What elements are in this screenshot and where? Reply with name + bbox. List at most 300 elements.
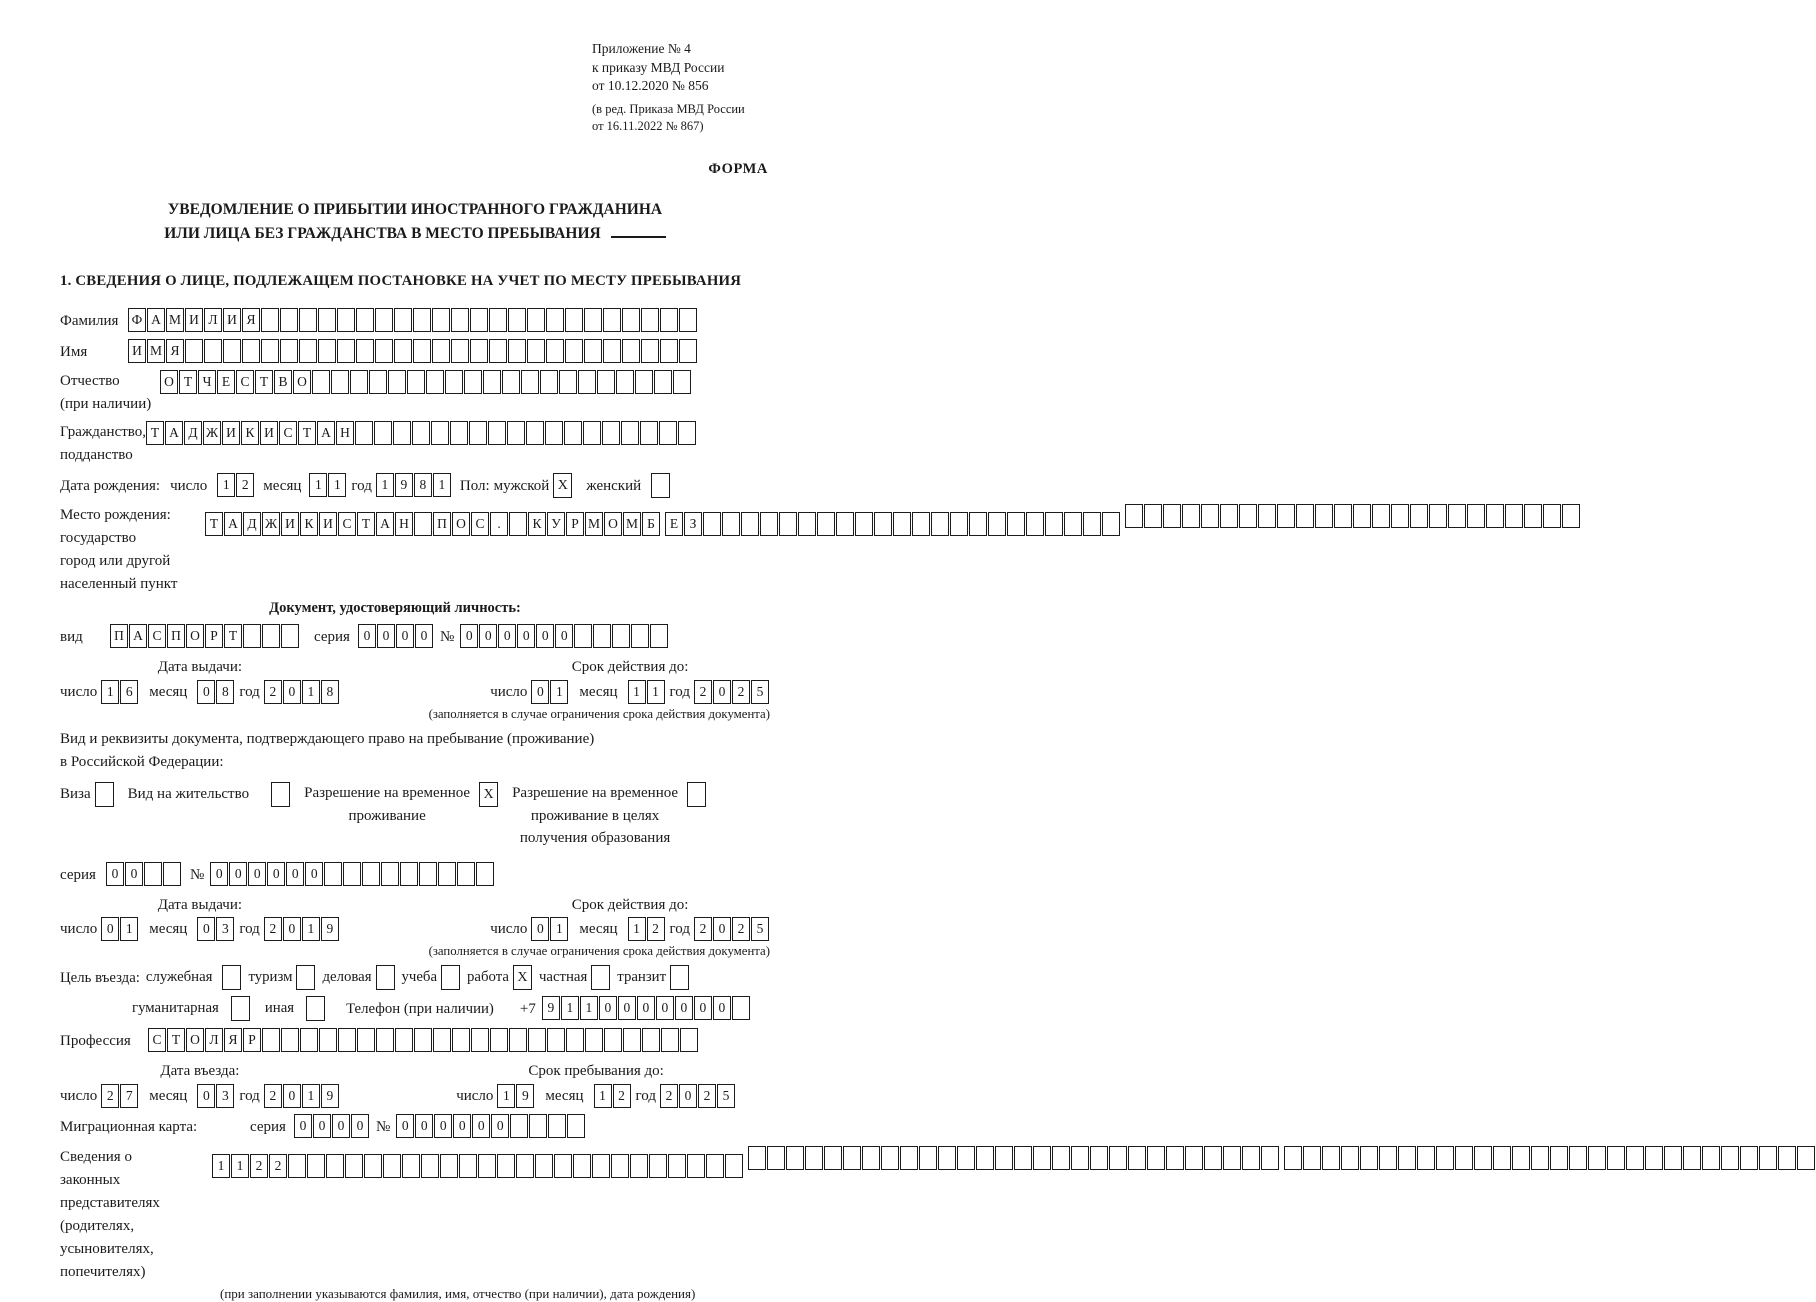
char-cell[interactable] xyxy=(407,370,425,394)
char-cell[interactable]: И xyxy=(128,339,146,363)
char-cell[interactable] xyxy=(318,308,336,332)
char-cell[interactable]: 1 xyxy=(628,680,646,704)
char-cell[interactable]: Ж xyxy=(262,512,280,536)
char-cell[interactable] xyxy=(1467,504,1485,528)
char-cell[interactable] xyxy=(338,1028,356,1052)
char-cell[interactable]: Т xyxy=(146,421,164,445)
char-cell[interactable] xyxy=(1626,1146,1644,1170)
char-cell[interactable] xyxy=(357,1028,375,1052)
char-cell[interactable]: 1 xyxy=(580,996,598,1020)
char-cell[interactable] xyxy=(668,1154,686,1178)
char-cell[interactable]: 9 xyxy=(321,917,339,941)
char-cell[interactable]: 8 xyxy=(321,680,339,704)
char-cell[interactable] xyxy=(641,308,659,332)
char-cell[interactable] xyxy=(510,1114,528,1138)
char-cell[interactable]: 3 xyxy=(216,1084,234,1108)
char-cell[interactable] xyxy=(1201,504,1219,528)
char-cell[interactable]: 0 xyxy=(101,917,119,941)
char-cell[interactable] xyxy=(703,512,721,536)
char-cell[interactable] xyxy=(489,339,507,363)
char-cell[interactable] xyxy=(337,308,355,332)
char-cell[interactable] xyxy=(1258,504,1276,528)
char-cell[interactable] xyxy=(426,370,444,394)
char-cell[interactable]: Н xyxy=(395,512,413,536)
char-cell[interactable] xyxy=(547,1028,565,1052)
char-cell[interactable] xyxy=(529,1114,547,1138)
char-cell[interactable] xyxy=(1277,504,1295,528)
char-cell[interactable]: 2 xyxy=(732,917,750,941)
char-cell[interactable] xyxy=(725,1154,743,1178)
char-cell[interactable] xyxy=(900,1146,918,1170)
char-cell[interactable]: С xyxy=(148,624,166,648)
char-cell[interactable] xyxy=(438,862,456,886)
char-cell[interactable]: 1 xyxy=(302,1084,320,1108)
char-cell[interactable]: 0 xyxy=(713,996,731,1020)
char-cell[interactable] xyxy=(1607,1146,1625,1170)
purpose-private-checkbox[interactable] xyxy=(591,965,610,990)
char-cell[interactable]: 0 xyxy=(396,624,414,648)
char-cell[interactable] xyxy=(976,1146,994,1170)
char-cell[interactable]: 0 xyxy=(434,1114,452,1138)
char-cell[interactable] xyxy=(509,512,527,536)
purpose-tourism-checkbox[interactable] xyxy=(296,965,315,990)
char-cell[interactable] xyxy=(413,339,431,363)
char-cell[interactable] xyxy=(584,339,602,363)
char-cell[interactable] xyxy=(1204,1146,1222,1170)
char-cell[interactable] xyxy=(1064,512,1082,536)
char-cell[interactable]: 0 xyxy=(472,1114,490,1138)
char-cell[interactable] xyxy=(1353,504,1371,528)
char-cell[interactable] xyxy=(1239,504,1257,528)
char-cell[interactable]: М xyxy=(623,512,641,536)
char-cell[interactable]: Ч xyxy=(198,370,216,394)
char-cell[interactable]: А xyxy=(165,421,183,445)
char-cell[interactable]: 8 xyxy=(414,473,432,497)
char-cell[interactable]: Р xyxy=(243,1028,261,1052)
char-cell[interactable] xyxy=(540,370,558,394)
char-cell[interactable] xyxy=(440,1154,458,1178)
char-cell[interactable]: 0 xyxy=(313,1114,331,1138)
char-cell[interactable] xyxy=(412,421,430,445)
char-cell[interactable]: 2 xyxy=(694,917,712,941)
char-cell[interactable] xyxy=(1147,1146,1165,1170)
char-cell[interactable] xyxy=(622,308,640,332)
char-cell[interactable] xyxy=(355,421,373,445)
char-cell[interactable] xyxy=(1284,1146,1302,1170)
char-cell[interactable] xyxy=(584,308,602,332)
char-cell[interactable]: 1 xyxy=(376,473,394,497)
char-cell[interactable] xyxy=(1562,504,1580,528)
char-cell[interactable] xyxy=(621,421,639,445)
char-cell[interactable]: П xyxy=(433,512,451,536)
char-cell[interactable] xyxy=(262,624,280,648)
char-cell[interactable] xyxy=(1109,1146,1127,1170)
char-cell[interactable]: 5 xyxy=(717,1084,735,1108)
char-cell[interactable] xyxy=(548,1114,566,1138)
char-cell[interactable] xyxy=(957,1146,975,1170)
char-cell[interactable] xyxy=(912,512,930,536)
char-cell[interactable] xyxy=(1007,512,1025,536)
purpose-other-checkbox[interactable] xyxy=(306,996,325,1021)
char-cell[interactable] xyxy=(388,370,406,394)
char-cell[interactable]: 0 xyxy=(656,996,674,1020)
char-cell[interactable] xyxy=(1493,1146,1511,1170)
char-cell[interactable] xyxy=(394,339,412,363)
char-cell[interactable]: М xyxy=(166,308,184,332)
char-cell[interactable]: С xyxy=(471,512,489,536)
char-cell[interactable] xyxy=(369,370,387,394)
char-cell[interactable]: 0 xyxy=(536,624,554,648)
char-cell[interactable] xyxy=(261,308,279,332)
char-cell[interactable] xyxy=(650,624,668,648)
char-cell[interactable] xyxy=(1166,1146,1184,1170)
char-cell[interactable]: 5 xyxy=(751,917,769,941)
char-cell[interactable] xyxy=(642,1028,660,1052)
char-cell[interactable] xyxy=(1429,504,1447,528)
char-cell[interactable]: Д xyxy=(184,421,202,445)
char-cell[interactable] xyxy=(1372,504,1390,528)
char-cell[interactable] xyxy=(451,339,469,363)
char-cell[interactable] xyxy=(583,421,601,445)
char-cell[interactable]: 0 xyxy=(197,917,215,941)
char-cell[interactable]: 0 xyxy=(248,862,266,886)
char-cell[interactable] xyxy=(451,308,469,332)
char-cell[interactable] xyxy=(507,421,525,445)
char-cell[interactable] xyxy=(489,308,507,332)
char-cell[interactable]: 3 xyxy=(216,917,234,941)
char-cell[interactable]: 0 xyxy=(125,862,143,886)
char-cell[interactable] xyxy=(1128,1146,1146,1170)
char-cell[interactable]: 1 xyxy=(497,1084,515,1108)
char-cell[interactable] xyxy=(307,1154,325,1178)
char-cell[interactable] xyxy=(1341,1146,1359,1170)
char-cell[interactable] xyxy=(673,370,691,394)
char-cell[interactable] xyxy=(488,421,506,445)
char-cell[interactable] xyxy=(1569,1146,1587,1170)
char-cell[interactable]: 0 xyxy=(294,1114,312,1138)
char-cell[interactable] xyxy=(640,421,658,445)
char-cell[interactable] xyxy=(508,339,526,363)
char-cell[interactable]: 0 xyxy=(210,862,228,886)
char-cell[interactable] xyxy=(281,1028,299,1052)
char-cell[interactable] xyxy=(545,421,563,445)
char-cell[interactable]: 9 xyxy=(395,473,413,497)
char-cell[interactable]: У xyxy=(547,512,565,536)
char-cell[interactable] xyxy=(262,1028,280,1052)
char-cell[interactable] xyxy=(554,1154,572,1178)
char-cell[interactable] xyxy=(1242,1146,1260,1170)
char-cell[interactable]: 0 xyxy=(453,1114,471,1138)
char-cell[interactable] xyxy=(564,421,582,445)
char-cell[interactable] xyxy=(459,1154,477,1178)
char-cell[interactable]: Т xyxy=(224,624,242,648)
char-cell[interactable]: И xyxy=(223,308,241,332)
char-cell[interactable] xyxy=(535,1154,553,1178)
char-cell[interactable] xyxy=(1083,512,1101,536)
char-cell[interactable] xyxy=(1090,1146,1108,1170)
char-cell[interactable] xyxy=(337,339,355,363)
char-cell[interactable]: 1 xyxy=(212,1154,230,1178)
char-cell[interactable] xyxy=(805,1146,823,1170)
char-cell[interactable]: 0 xyxy=(106,862,124,886)
char-cell[interactable] xyxy=(1759,1146,1777,1170)
char-cell[interactable]: С xyxy=(279,421,297,445)
char-cell[interactable]: Т xyxy=(298,421,316,445)
char-cell[interactable]: 2 xyxy=(236,473,254,497)
char-cell[interactable]: А xyxy=(317,421,335,445)
char-cell[interactable]: 7 xyxy=(120,1084,138,1108)
char-cell[interactable] xyxy=(432,339,450,363)
char-cell[interactable] xyxy=(565,339,583,363)
char-cell[interactable] xyxy=(242,339,260,363)
char-cell[interactable] xyxy=(414,512,432,536)
char-cell[interactable] xyxy=(1448,504,1466,528)
char-cell[interactable]: 9 xyxy=(321,1084,339,1108)
purpose-official-checkbox[interactable] xyxy=(222,965,241,990)
char-cell[interactable]: Я xyxy=(224,1028,242,1052)
char-cell[interactable] xyxy=(1261,1146,1279,1170)
char-cell[interactable] xyxy=(741,512,759,536)
char-cell[interactable] xyxy=(602,421,620,445)
char-cell[interactable] xyxy=(687,1154,705,1178)
char-cell[interactable]: 1 xyxy=(302,680,320,704)
char-cell[interactable] xyxy=(1543,504,1561,528)
char-cell[interactable]: О xyxy=(452,512,470,536)
char-cell[interactable] xyxy=(659,421,677,445)
char-cell[interactable] xyxy=(836,512,854,536)
char-cell[interactable] xyxy=(381,862,399,886)
char-cell[interactable]: Л xyxy=(205,1028,223,1052)
char-cell[interactable] xyxy=(546,339,564,363)
char-cell[interactable]: Я xyxy=(242,308,260,332)
char-cell[interactable] xyxy=(593,624,611,648)
char-cell[interactable]: О xyxy=(186,1028,204,1052)
char-cell[interactable]: О xyxy=(160,370,178,394)
char-cell[interactable] xyxy=(565,308,583,332)
char-cell[interactable]: 0 xyxy=(332,1114,350,1138)
char-cell[interactable] xyxy=(748,1146,766,1170)
char-cell[interactable]: 1 xyxy=(628,917,646,941)
char-cell[interactable] xyxy=(1588,1146,1606,1170)
char-cell[interactable]: 2 xyxy=(264,1084,282,1108)
char-cell[interactable]: 2 xyxy=(269,1154,287,1178)
char-cell[interactable]: А xyxy=(376,512,394,536)
char-cell[interactable] xyxy=(414,1028,432,1052)
char-cell[interactable] xyxy=(661,1028,679,1052)
char-cell[interactable] xyxy=(356,339,374,363)
temp-residence-checkbox[interactable]: X xyxy=(479,782,498,807)
char-cell[interactable] xyxy=(603,308,621,332)
char-cell[interactable]: 2 xyxy=(732,680,750,704)
char-cell[interactable]: 0 xyxy=(531,917,549,941)
char-cell[interactable]: 0 xyxy=(267,862,285,886)
char-cell[interactable] xyxy=(950,512,968,536)
char-cell[interactable]: Я xyxy=(166,339,184,363)
char-cell[interactable] xyxy=(1797,1146,1815,1170)
purpose-work-checkbox[interactable]: X xyxy=(513,965,532,990)
char-cell[interactable] xyxy=(1486,504,1504,528)
char-cell[interactable]: И xyxy=(319,512,337,536)
char-cell[interactable]: И xyxy=(281,512,299,536)
char-cell[interactable]: 0 xyxy=(675,996,693,1020)
char-cell[interactable] xyxy=(331,370,349,394)
char-cell[interactable]: 2 xyxy=(264,917,282,941)
char-cell[interactable]: 0 xyxy=(479,624,497,648)
char-cell[interactable]: 2 xyxy=(250,1154,268,1178)
char-cell[interactable]: 0 xyxy=(555,624,573,648)
char-cell[interactable]: К xyxy=(241,421,259,445)
char-cell[interactable] xyxy=(383,1154,401,1178)
char-cell[interactable] xyxy=(516,1154,534,1178)
char-cell[interactable] xyxy=(376,1028,394,1052)
char-cell[interactable] xyxy=(680,1028,698,1052)
residence-permit-checkbox[interactable] xyxy=(271,782,290,807)
char-cell[interactable]: 0 xyxy=(618,996,636,1020)
char-cell[interactable] xyxy=(611,1154,629,1178)
char-cell[interactable]: Т xyxy=(357,512,375,536)
char-cell[interactable]: 1 xyxy=(217,473,235,497)
char-cell[interactable] xyxy=(1052,1146,1070,1170)
char-cell[interactable]: 2 xyxy=(694,680,712,704)
char-cell[interactable] xyxy=(635,370,653,394)
char-cell[interactable]: 0 xyxy=(498,624,516,648)
char-cell[interactable]: Д xyxy=(243,512,261,536)
char-cell[interactable] xyxy=(722,512,740,536)
char-cell[interactable] xyxy=(1071,1146,1089,1170)
char-cell[interactable] xyxy=(1778,1146,1796,1170)
char-cell[interactable] xyxy=(299,308,317,332)
char-cell[interactable]: А xyxy=(129,624,147,648)
char-cell[interactable] xyxy=(1550,1146,1568,1170)
purpose-transit-checkbox[interactable] xyxy=(670,965,689,990)
char-cell[interactable] xyxy=(817,512,835,536)
char-cell[interactable] xyxy=(432,308,450,332)
char-cell[interactable]: 9 xyxy=(542,996,560,1020)
char-cell[interactable]: Р xyxy=(566,512,584,536)
char-cell[interactable]: А xyxy=(224,512,242,536)
char-cell[interactable]: 0 xyxy=(713,680,731,704)
char-cell[interactable] xyxy=(931,512,949,536)
char-cell[interactable]: 0 xyxy=(197,1084,215,1108)
char-cell[interactable] xyxy=(566,1028,584,1052)
char-cell[interactable] xyxy=(559,370,577,394)
char-cell[interactable] xyxy=(604,1028,622,1052)
char-cell[interactable]: Б xyxy=(642,512,660,536)
char-cell[interactable] xyxy=(649,1154,667,1178)
char-cell[interactable]: А xyxy=(147,308,165,332)
char-cell[interactable]: Т xyxy=(205,512,223,536)
char-cell[interactable] xyxy=(1436,1146,1454,1170)
char-cell[interactable] xyxy=(1296,504,1314,528)
char-cell[interactable] xyxy=(1664,1146,1682,1170)
char-cell[interactable] xyxy=(502,370,520,394)
char-cell[interactable] xyxy=(345,1154,363,1178)
char-cell[interactable] xyxy=(300,1028,318,1052)
char-cell[interactable] xyxy=(343,862,361,886)
char-cell[interactable] xyxy=(280,339,298,363)
char-cell[interactable]: И xyxy=(185,308,203,332)
char-cell[interactable] xyxy=(299,339,317,363)
char-cell[interactable] xyxy=(457,862,475,886)
char-cell[interactable] xyxy=(706,1154,724,1178)
char-cell[interactable] xyxy=(654,370,672,394)
char-cell[interactable] xyxy=(732,996,750,1020)
char-cell[interactable] xyxy=(1398,1146,1416,1170)
char-cell[interactable]: 0 xyxy=(283,1084,301,1108)
char-cell[interactable]: 0 xyxy=(305,862,323,886)
char-cell[interactable] xyxy=(603,339,621,363)
char-cell[interactable] xyxy=(243,624,261,648)
char-cell[interactable]: 2 xyxy=(264,680,282,704)
char-cell[interactable] xyxy=(350,370,368,394)
char-cell[interactable] xyxy=(478,1154,496,1178)
char-cell[interactable]: Р xyxy=(205,624,223,648)
char-cell[interactable] xyxy=(1721,1146,1739,1170)
char-cell[interactable]: О xyxy=(186,624,204,648)
char-cell[interactable] xyxy=(1223,1146,1241,1170)
char-cell[interactable] xyxy=(185,339,203,363)
char-cell[interactable] xyxy=(893,512,911,536)
char-cell[interactable]: 1 xyxy=(120,917,138,941)
char-cell[interactable]: 1 xyxy=(594,1084,612,1108)
char-cell[interactable] xyxy=(798,512,816,536)
char-cell[interactable] xyxy=(375,339,393,363)
char-cell[interactable]: И xyxy=(260,421,278,445)
char-cell[interactable] xyxy=(1417,1146,1435,1170)
char-cell[interactable] xyxy=(375,308,393,332)
char-cell[interactable] xyxy=(567,1114,585,1138)
char-cell[interactable]: И xyxy=(222,421,240,445)
char-cell[interactable] xyxy=(969,512,987,536)
char-cell[interactable] xyxy=(508,308,526,332)
sex-female-checkbox[interactable] xyxy=(651,473,670,498)
char-cell[interactable] xyxy=(597,370,615,394)
char-cell[interactable]: Ф xyxy=(128,308,146,332)
char-cell[interactable] xyxy=(881,1146,899,1170)
purpose-business-checkbox[interactable] xyxy=(376,965,395,990)
char-cell[interactable] xyxy=(1512,1146,1530,1170)
char-cell[interactable]: П xyxy=(110,624,128,648)
char-cell[interactable]: 0 xyxy=(286,862,304,886)
char-cell[interactable]: В xyxy=(274,370,292,394)
char-cell[interactable] xyxy=(578,370,596,394)
char-cell[interactable]: 0 xyxy=(713,917,731,941)
char-cell[interactable] xyxy=(450,421,468,445)
char-cell[interactable] xyxy=(1014,1146,1032,1170)
char-cell[interactable] xyxy=(1410,504,1428,528)
char-cell[interactable] xyxy=(1322,1146,1340,1170)
char-cell[interactable]: П xyxy=(167,624,185,648)
char-cell[interactable]: 1 xyxy=(433,473,451,497)
char-cell[interactable] xyxy=(470,339,488,363)
sex-male-checkbox[interactable]: X xyxy=(553,473,572,498)
char-cell[interactable] xyxy=(470,308,488,332)
char-cell[interactable]: 1 xyxy=(561,996,579,1020)
char-cell[interactable]: 2 xyxy=(698,1084,716,1108)
char-cell[interactable]: 0 xyxy=(283,917,301,941)
char-cell[interactable]: 0 xyxy=(491,1114,509,1138)
char-cell[interactable] xyxy=(393,421,411,445)
char-cell[interactable]: Е xyxy=(665,512,683,536)
char-cell[interactable]: 5 xyxy=(751,680,769,704)
char-cell[interactable] xyxy=(1531,1146,1549,1170)
char-cell[interactable] xyxy=(623,1028,641,1052)
char-cell[interactable]: 6 xyxy=(120,680,138,704)
char-cell[interactable] xyxy=(374,421,392,445)
purpose-study-checkbox[interactable] xyxy=(441,965,460,990)
char-cell[interactable] xyxy=(843,1146,861,1170)
char-cell[interactable] xyxy=(995,1146,1013,1170)
